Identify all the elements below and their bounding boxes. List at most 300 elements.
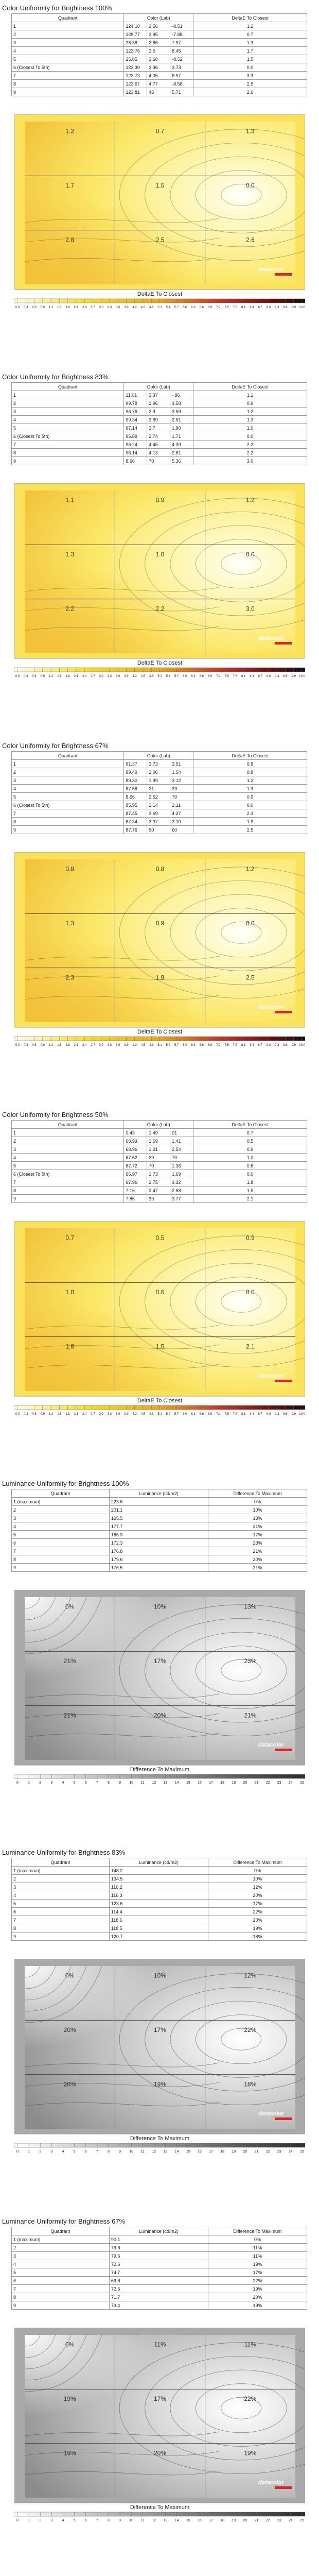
lab-a-cell: 3.37 xyxy=(147,391,170,399)
legend-tick-label: 7.5 xyxy=(224,675,229,678)
lab-a-cell: 31 xyxy=(147,785,170,793)
color-uniformity-section xyxy=(0,370,319,739)
header-difference: Difference To Maximum xyxy=(208,1858,307,1867)
legend-tick-label: 0.0 xyxy=(15,1044,20,1047)
header-deltae: DeltaE To Closest xyxy=(193,1121,307,1129)
grid-value-label: 0.0 xyxy=(245,1289,255,1296)
legend-tick-label: 25 xyxy=(300,2150,304,2154)
legend-tick-label: 3.9 xyxy=(124,1413,129,1416)
deltae-cell: 1.2 xyxy=(193,776,307,785)
legend-tick-label: 5.1 xyxy=(157,675,162,678)
legend-tick-label: 2.7 xyxy=(91,675,95,678)
legend-tick-label: 9.9 xyxy=(291,306,296,309)
grid-value-label: 3.0 xyxy=(245,605,255,613)
luminance-cell: 179.6 xyxy=(109,1555,208,1564)
legend-tick-label: 1.8 xyxy=(65,1413,70,1416)
legend-tick-label: 2.4 xyxy=(82,306,87,309)
table-row xyxy=(12,88,307,96)
table-row xyxy=(12,457,307,465)
grid-value-label: 20% xyxy=(63,2026,76,2033)
legend-tick-label: 22 xyxy=(265,1781,270,1785)
lab-l-cell: 0.43 xyxy=(124,1129,147,1137)
legend-tick-label: 1.5 xyxy=(57,306,62,309)
header-quadrant: Quadrant xyxy=(12,1489,110,1498)
section-title: Color Uniformity for Brightness 50% xyxy=(2,1111,109,1118)
uniformity-table xyxy=(11,1858,307,1941)
legend-tick-label: 2.4 xyxy=(82,1044,87,1047)
legend-tick-label: 7.5 xyxy=(224,306,229,309)
legend-tick-label: 4.5 xyxy=(140,1044,146,1047)
legend-tick-label: 7.8 xyxy=(233,1413,238,1416)
table-row xyxy=(12,1891,307,1900)
legend-tick-label: 3.0 xyxy=(99,675,103,678)
legend-tick-label: 9.0 xyxy=(266,1413,271,1416)
lab-b-cell: 01 xyxy=(170,1129,193,1137)
difference-cell: 20% xyxy=(208,2293,307,2301)
table-row xyxy=(12,1900,307,1908)
quadrant-cell: 2 xyxy=(12,768,124,776)
legend-tick-label: 8 xyxy=(108,1781,110,1785)
quadrant-cell: 5 xyxy=(12,55,124,63)
table-row xyxy=(12,30,307,39)
legend-tick-label: 6.0 xyxy=(183,1413,187,1416)
legend-tick-label: 2.1 xyxy=(74,306,79,309)
legend-tick-label: 9 xyxy=(119,2150,121,2154)
legend-tick-label: 7.2 xyxy=(216,306,221,309)
grid-value-label: 0% xyxy=(65,2341,75,2348)
legend-tick-label: 6.0 xyxy=(183,306,187,309)
quadrant-cell: 2 xyxy=(12,30,124,39)
table-header-row xyxy=(12,1489,307,1498)
legend-tick-label: 6.0 xyxy=(183,675,187,678)
luminance-cell: 134.5 xyxy=(109,1875,208,1883)
luminance-cell: 116.3 xyxy=(109,1891,208,1900)
legend-tick-label: 5.4 xyxy=(166,1413,170,1416)
header-deltae: DeltaE To Closest xyxy=(193,14,307,22)
deltae-cell: 0.0 xyxy=(193,801,307,809)
lab-l-cell: 123.73 xyxy=(124,72,147,80)
legend-tick-label: 9.3 xyxy=(275,675,279,678)
difference-cell: 17% xyxy=(208,1900,307,1908)
lab-l-cell: 99.34 xyxy=(124,416,147,424)
table-row xyxy=(12,399,307,408)
lab-l-cell: 123.30 xyxy=(124,63,147,72)
grid-value-label: 1.2 xyxy=(245,496,255,504)
quadrant-cell: 2 xyxy=(12,399,124,408)
lab-b-cell: 1.71 xyxy=(170,432,193,440)
lab-l-cell: 96.76 xyxy=(124,408,147,416)
legend-tick-label: 9.3 xyxy=(275,1413,279,1416)
grid-value-label: 2.8 xyxy=(65,236,75,244)
uniformity-chart xyxy=(14,114,305,310)
legend-tick-label: 21 xyxy=(254,2150,259,2154)
legend-tick-label: 21 xyxy=(254,2519,259,2522)
table-header-row xyxy=(12,14,307,22)
quadrant-cell: 8 xyxy=(12,449,124,457)
legend-tick-label: 9 xyxy=(119,2519,121,2522)
legend-tick-label: 3.9 xyxy=(124,306,129,309)
grid-value-label: 1.0 xyxy=(65,1289,75,1296)
quadrant-cell: 1 xyxy=(12,391,124,399)
legend-tick-label: 10 xyxy=(129,2519,134,2522)
table-row xyxy=(12,826,307,834)
legend-tick-label: 4 xyxy=(62,1781,64,1785)
deltae-cell: 1.3 xyxy=(193,785,307,793)
quadrant-cell: 1 xyxy=(12,1129,124,1137)
lab-b-cell: 3.73 xyxy=(170,63,193,72)
grid-value-label: 0.0 xyxy=(245,182,255,189)
legend-tick-label: 14 xyxy=(174,1781,179,1785)
uniformity-table xyxy=(11,1489,307,1572)
legend-tick-label: 23 xyxy=(277,2150,281,2154)
lab-l-cell: 8.66 xyxy=(124,457,147,465)
table-row xyxy=(12,809,307,818)
uniformity-table xyxy=(11,1120,307,1203)
legend-tick-label: 2.1 xyxy=(74,1044,79,1047)
quadrant-cell: 6 xyxy=(12,2277,110,2285)
legend-tick-label: 5 xyxy=(73,2150,76,2154)
legend-tick-label: 9.6 xyxy=(283,1044,288,1047)
legend-tick-label: 5.7 xyxy=(174,675,179,678)
legend-tick-label: 1.2 xyxy=(48,675,54,678)
header-deltae: DeltaE To Closest xyxy=(193,752,307,760)
legend-tick-label: 2.1 xyxy=(74,1413,79,1416)
legend-tick-label: 17 xyxy=(209,2519,213,2522)
lab-l-cell: 89.49 xyxy=(124,768,147,776)
legend-tick-label: 2.1 xyxy=(74,675,79,678)
legend-title: DeltaE To Closest xyxy=(137,1029,183,1035)
quadrant-cell: 8 xyxy=(12,2293,110,2301)
table-row xyxy=(12,2244,307,2252)
legend-title: DeltaE To Closest xyxy=(137,291,183,297)
legend-tick-label: 6.3 xyxy=(191,1044,196,1047)
difference-cell: 17% xyxy=(208,2268,307,2277)
uniformity-chart xyxy=(14,1221,305,1417)
header-quadrant: Quadrant xyxy=(12,752,124,760)
lab-l-cell: 87.45 xyxy=(124,809,147,818)
legend-tick-label: 3.6 xyxy=(116,306,120,309)
legend-tick-label: 8.7 xyxy=(258,1044,262,1047)
legend-tick-label: 9.6 xyxy=(283,306,288,309)
section-title: Luminance Uniformity for Brightness 83% xyxy=(2,1849,126,1856)
table-header-row xyxy=(12,752,307,760)
quadrant-cell: 9 xyxy=(12,2301,110,2310)
luminance-cell: 201.1 xyxy=(109,1506,208,1514)
grid-value-label: 21% xyxy=(244,1711,257,1719)
legend-tick-label: 1.2 xyxy=(48,306,54,309)
difference-cell: 12% xyxy=(208,1883,307,1891)
logo-text: datacolor xyxy=(258,1004,284,1010)
legend-tick-label: 19 xyxy=(232,2519,236,2522)
logo-bar xyxy=(275,1011,292,1013)
lab-b-cell: 1.41 xyxy=(170,1137,193,1145)
table-row xyxy=(12,1924,307,1933)
legend-tick-label: 7.2 xyxy=(216,675,221,678)
header-color-lab: Color (Lab) xyxy=(124,752,193,760)
lab-a-cell: 3.68 xyxy=(147,55,170,63)
legend-tick-label: 14 xyxy=(174,2150,179,2154)
legend-tick-label: 9 xyxy=(119,1781,121,1785)
grid-value-label: 17% xyxy=(153,2026,167,2033)
legend-tick-label: 8 xyxy=(108,2150,110,2154)
table-row xyxy=(12,1539,307,1547)
difference-cell: 20% xyxy=(208,1555,307,1564)
logo-text: datacolor xyxy=(258,2480,284,2486)
table-row xyxy=(12,2235,307,2244)
luminance-uniformity-section xyxy=(0,1845,319,2214)
grid-value-label: 22% xyxy=(244,2395,257,2402)
lab-l-cell: 25.85 xyxy=(124,55,147,63)
quadrant-cell: 4 xyxy=(12,1154,124,1162)
grid-value-label: 0.8 xyxy=(155,865,165,873)
table-row xyxy=(12,440,307,449)
legend-tick-label: 9.6 xyxy=(283,1413,288,1416)
lab-b-cell: 4.27 xyxy=(170,809,193,818)
legend-tick-label: 0.9 xyxy=(40,306,45,309)
legend-tick-label: 19 xyxy=(232,1781,236,1785)
lab-l-cell: 67.72 xyxy=(124,1162,147,1170)
deltae-cell: 1.0 xyxy=(193,1154,307,1162)
legend-tick-label: 4.8 xyxy=(149,1044,154,1047)
legend-tick-label: 20 xyxy=(243,1781,247,1785)
grid-value-label: 19% xyxy=(244,2449,257,2457)
luminance-cell: 79.8 xyxy=(109,2244,208,2252)
uniformity-table xyxy=(11,2227,307,2310)
legend-tick-label: 1 xyxy=(28,2519,30,2522)
legend-tick-label: 2.7 xyxy=(91,1413,95,1416)
luminance-cell: 123.6 xyxy=(109,1900,208,1908)
grid-value-label: 1.2 xyxy=(65,127,75,135)
grid-value-label: 1.3 xyxy=(65,551,75,558)
table-row xyxy=(12,1498,307,1506)
lab-a-cell: 3.36 xyxy=(147,63,170,72)
lab-l-cell: 128.77 xyxy=(124,30,147,39)
legend-tick-label: 1.2 xyxy=(48,1413,54,1416)
lab-a-cell: 39 xyxy=(147,1154,170,1162)
header-quadrant: Quadrant xyxy=(12,383,124,391)
legend-tick-label: 2.4 xyxy=(82,1413,87,1416)
quadrant-cell: 3 xyxy=(12,1883,110,1891)
quadrant-cell: 7 xyxy=(12,440,124,449)
lab-a-cell: 3.69 xyxy=(147,416,170,424)
table-row xyxy=(12,1875,307,1883)
legend-tick-label: 5.4 xyxy=(166,306,170,309)
legend-tick-label: 0 xyxy=(16,2519,19,2522)
difference-cell: 0% xyxy=(208,1867,307,1875)
luminance-cell: 116.2 xyxy=(109,1883,208,1891)
luminance-cell: 120.7 xyxy=(109,1933,208,1941)
grid-value-label: 21% xyxy=(63,1711,76,1719)
legend-title: DeltaE To Closest xyxy=(137,1398,183,1404)
difference-cell: 17% xyxy=(208,1531,307,1539)
legend-tick-label: 4 xyxy=(62,2150,64,2154)
lab-a-cell: 2.86 xyxy=(147,39,170,47)
lab-l-cell: 123.67 xyxy=(124,80,147,88)
quadrant-cell: 7 xyxy=(12,809,124,818)
table-row xyxy=(12,1145,307,1154)
legend-tick-label: 12 xyxy=(152,1781,156,1785)
uniformity-chart xyxy=(14,2328,305,2523)
quadrant-cell: 7 xyxy=(12,2285,110,2293)
grid-value-label: 20% xyxy=(153,1711,167,1719)
legend-tick-label: 22 xyxy=(265,2150,270,2154)
legend-tick-label: 8.1 xyxy=(241,306,246,309)
lab-b-cell: 3.59 xyxy=(170,408,193,416)
legend-tick-label: 6.9 xyxy=(207,306,212,309)
table-row xyxy=(12,22,307,30)
lab-b-cell: 2.61 xyxy=(170,449,193,457)
grid-value-label: 11% xyxy=(154,2341,166,2348)
legend-tick-label: 20 xyxy=(243,2150,247,2154)
legend-tick-label: 1.5 xyxy=(57,1413,62,1416)
lab-l-cell: 123.81 xyxy=(124,88,147,96)
legend-tick-label: 5.7 xyxy=(174,1413,179,1416)
deltae-cell: 1.5 xyxy=(193,1187,307,1195)
deltae-cell: 2.3 xyxy=(193,809,307,818)
lab-b-cell: 3.77 xyxy=(170,1195,193,1203)
luminance-cell: 114.4 xyxy=(109,1908,208,1916)
legend-tick-label: 10.0 xyxy=(299,306,305,309)
grid-value-label: 1.9 xyxy=(155,974,165,981)
legend-tick-label: 2.7 xyxy=(91,1044,95,1047)
legend-tick-label: 17 xyxy=(209,1781,213,1785)
grid-value-label: 0.6 xyxy=(155,1289,165,1296)
legend-tick-label: 4 xyxy=(62,2519,64,2522)
legend-tick-label: 24 xyxy=(288,2519,293,2522)
lab-a-cell: 1.69 xyxy=(147,1137,170,1145)
legend-tick-label: 12 xyxy=(152,2150,156,2154)
legend-tick-label: 24 xyxy=(288,2150,293,2154)
grid-value-label: 0.9 xyxy=(245,1234,255,1242)
heatmap-svg xyxy=(14,114,305,310)
table-header-row xyxy=(12,2227,307,2235)
legend-tick-label: 15 xyxy=(186,2150,190,2154)
table-row xyxy=(12,818,307,826)
quadrant-cell: 7 xyxy=(12,1547,110,1555)
deltae-cell: 1.7 xyxy=(193,47,307,55)
quadrant-cell: 9 xyxy=(12,1564,110,1572)
legend-tick-label: 3.3 xyxy=(107,1044,112,1047)
quadrant-cell: 8 xyxy=(12,1924,110,1933)
grid-value-label: 22% xyxy=(244,2026,257,2033)
table-row xyxy=(12,63,307,72)
legend-tick-label: 4.5 xyxy=(140,306,146,309)
table-row xyxy=(12,1170,307,1178)
quadrant-cell: 9 xyxy=(12,826,124,834)
lab-l-cell: 87.34 xyxy=(124,818,147,826)
legend-tick-label: 12 xyxy=(152,2519,156,2522)
legend-tick-label: 24 xyxy=(288,1781,293,1785)
lab-l-cell: 97.14 xyxy=(124,424,147,432)
lab-b-cell: 3.32 xyxy=(170,1178,193,1187)
luminance-cell: 186.3 xyxy=(109,1531,208,1539)
lab-l-cell: 28.38 xyxy=(124,39,147,47)
grid-value-label: 1.3 xyxy=(245,127,255,135)
legend-tick-label: 5 xyxy=(73,1781,76,1785)
table-row xyxy=(12,1867,307,1875)
lab-b-cell: 3.58 xyxy=(170,399,193,408)
header-deltae: DeltaE To Closest xyxy=(193,383,307,391)
legend-tick-label: 6.6 xyxy=(199,306,204,309)
legend-tick-label: 4.5 xyxy=(140,1413,146,1416)
legend-tick-label: 3 xyxy=(50,2150,53,2154)
legend-tick-label: 3 xyxy=(50,2519,53,2522)
legend-tick-label: 15 xyxy=(186,1781,190,1785)
legend-bar xyxy=(14,2512,305,2516)
legend-tick-label: 2.7 xyxy=(91,306,95,309)
grid-value-label: 23% xyxy=(244,1657,257,1665)
quadrant-cell: 3 xyxy=(12,39,124,47)
lab-a-cell: 2.9 xyxy=(147,408,170,416)
legend-bar xyxy=(14,1774,305,1778)
legend-title: DeltaE To Closest xyxy=(137,660,183,666)
table-row xyxy=(12,72,307,80)
grid-value-label: 1.1 xyxy=(65,496,75,504)
deltae-cell: 1.5 xyxy=(193,55,307,63)
legend-tick-label: 5.4 xyxy=(166,675,170,678)
heatmap-svg xyxy=(14,2328,305,2523)
lab-l-cell: 7.86 xyxy=(124,1195,147,1203)
difference-cell: 21% xyxy=(208,1522,307,1531)
section-title: Luminance Uniformity for Brightness 100% xyxy=(2,1480,129,1487)
legend-tick-label: 1.8 xyxy=(65,306,70,309)
table-row xyxy=(12,1564,307,1572)
legend-tick-label: 16 xyxy=(198,1781,202,1785)
difference-cell: 11% xyxy=(208,2244,307,2252)
legend-tick-label: 3.6 xyxy=(116,1044,120,1047)
difference-cell: 23% xyxy=(208,1539,307,1547)
lab-a-cell: 1.99 xyxy=(147,776,170,785)
quadrant-cell: 4 xyxy=(12,47,124,55)
table-row xyxy=(12,768,307,776)
lab-l-cell: 7.16 xyxy=(124,1187,147,1195)
logo-text: datacolor xyxy=(258,1373,284,1379)
lab-a-cell: 4.13 xyxy=(147,449,170,457)
quadrant-cell: 1 (maximum) xyxy=(12,2235,110,2244)
quadrant-cell: 8 xyxy=(12,1555,110,1564)
quadrant-cell: 5 xyxy=(12,793,124,801)
legend-tick-label: 0.0 xyxy=(15,675,20,678)
difference-cell: 11% xyxy=(208,2252,307,2260)
legend-tick-label: 7.8 xyxy=(233,675,238,678)
lab-b-cell: 8.45 xyxy=(170,47,193,55)
table-row xyxy=(12,1883,307,1891)
deltae-cell: 3.3 xyxy=(193,72,307,80)
legend-tick-label: 3.0 xyxy=(99,1044,103,1047)
difference-cell: 20% xyxy=(208,1891,307,1900)
legend-tick-label: 3.6 xyxy=(116,1413,120,1416)
luminance-uniformity-section xyxy=(0,2214,319,2576)
quadrant-cell: 3 xyxy=(12,1145,124,1154)
lab-a-cell: 39 xyxy=(147,1195,170,1203)
quadrant-cell: 5 xyxy=(12,2268,110,2277)
table-row xyxy=(12,80,307,88)
header-difference: Difference To Maximum xyxy=(208,1489,307,1498)
lab-l-cell: 67.96 xyxy=(124,1178,147,1187)
table-row xyxy=(12,2285,307,2293)
table-row xyxy=(12,2301,307,2310)
lab-b-cell: 2.11 xyxy=(170,801,193,809)
section-title: Luminance Uniformity for Brightness 67% xyxy=(2,2217,126,2225)
difference-cell: 18% xyxy=(208,1933,307,1941)
deltae-cell: 0.7 xyxy=(193,1129,307,1137)
legend-tick-label: 2 xyxy=(39,2519,42,2522)
legend-tick-label: 9.3 xyxy=(275,306,279,309)
deltae-cell: 0.9 xyxy=(193,1145,307,1154)
lab-a-cell: 1.73 xyxy=(147,1170,170,1178)
legend-tick-label: 9.0 xyxy=(266,675,271,678)
legend-tick-label: 9.0 xyxy=(266,306,271,309)
